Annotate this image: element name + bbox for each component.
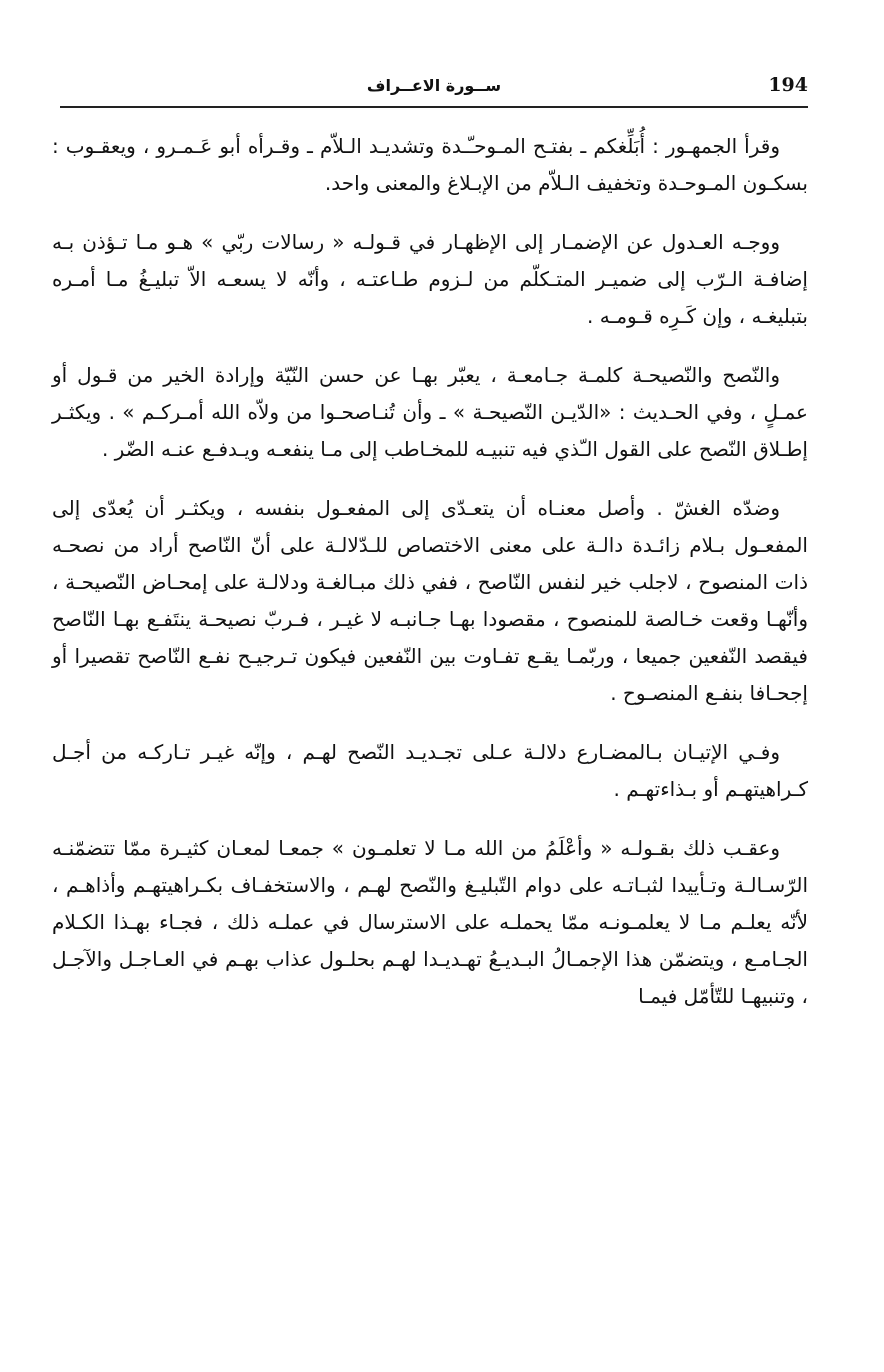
paragraph: وقرأ الجمهـور : أُبَلِّغكم ـ بفتـح المـوحـّـدة وتشديـد الـلاّم ـ وقـرأه أبو عَـمـرو ، ويعقـوب : بسكـون المـوحـدة وتخفيف الـلاّم من الإبـلاغ والمعنى واحد. (52, 134, 808, 195)
page-number: 194 (768, 74, 808, 96)
page-body (52, 128, 808, 1037)
paragraph: والنّصح والنّصيحـة كلمـة جـامعـة ، يعبّر بهـا عن حسن النّيّة وإرادة الخير من قـول أو عمـلٍ ، وفي الحـديث : «الدّيـن النّصيحـة » ـ وأن تُنـاصحـوا من ولاّه الله أمـركـم » . ويكثـر إطـلاق النّصح على القول الـّذي فيه تنبيـه للمخـاطب إلى مـا ينفعـه ويـدفـع عنـه الضّر . (52, 363, 808, 461)
surah-title: ســورة الاعــراف (366, 76, 502, 95)
paragraph: وفـي الإتيـان بـالمضـارع دلالـة عـلى تجـديـد النّصح لهـم ، وإنّه غيـر تـاركـه من أجـل كـراهيتهـم أو بـذاءتهـم . (52, 740, 808, 801)
paragraph: وضدّه الغشّ . وأصل معنـاه أن يتعـدّى إلى المفعـول بنفسه ، ويكثـر أن يُعدّى إلى المفعـول بـلام زائـدة دالـة على معنى الاختصاص للـدّلالـة على أنّ النّاصح أراد من نصحـه ذات المنصوح ، لاجلب خير لنفس النّاصح ، ففي ذلك مبـالغـة ودلالـة على إمحـاض النّصيحـة ، وأنّهـا وقعت خـالصة للمنصوح ، مقصودا بهـا جـانبـه لا غيـر ، فـربّ نصيحـة ينتَفـع بهـا النّاصح فيقصد النّفعين جميعا ، وربّمـا يقـع تفـاوت بين النّفعين فيكون تـرجيـح نفـع النّاصح تقصيرا أو إجحـافا بنفـع المنصـوح . (52, 496, 808, 705)
paragraph: ووجـه العـدول عن الإضمـار إلى الإظهـار في قـولـه « رسالات ربّي » هـو مـا تـؤذن بـه إضافـة الـرّب إلى ضميـر المتـكلّم من لـزوم طـاعتـه ، وأنّه لا يسعـه الاّ تبليـغُ مـا أمـره بتبليغـه ، وإن كَـرِه قـومـه . (52, 230, 808, 328)
paragraph: وعقـب ذلك بقـولـه « وأعْلَمُ من الله مـا لا تعلمـون » جمعـا لمعـان كثيـرة ممّا تتضمّنـه الرّسـالـة وتـأييدا لثبـاتـه على دوام التّبليـغ والنّصح لهـم ، والاستخفـاف بكـراهيتهـم وأذاهـم ، لأنّه يعلـم مـا لا يعلمـونـه ممّا يحملـه على الاسترسال في عملـه ذلك ، فجـاء بهـذا الكـلام الجـامـع ، ويتضمّن هذا الإجمـالُ البـديـعُ تهـديـدا لهـم بحلـول عذاب بهـم في العـاجـل والآجـل ، وتنبيهـا للتّأمّل فيمـا (52, 836, 808, 1008)
page-header (60, 66, 808, 108)
